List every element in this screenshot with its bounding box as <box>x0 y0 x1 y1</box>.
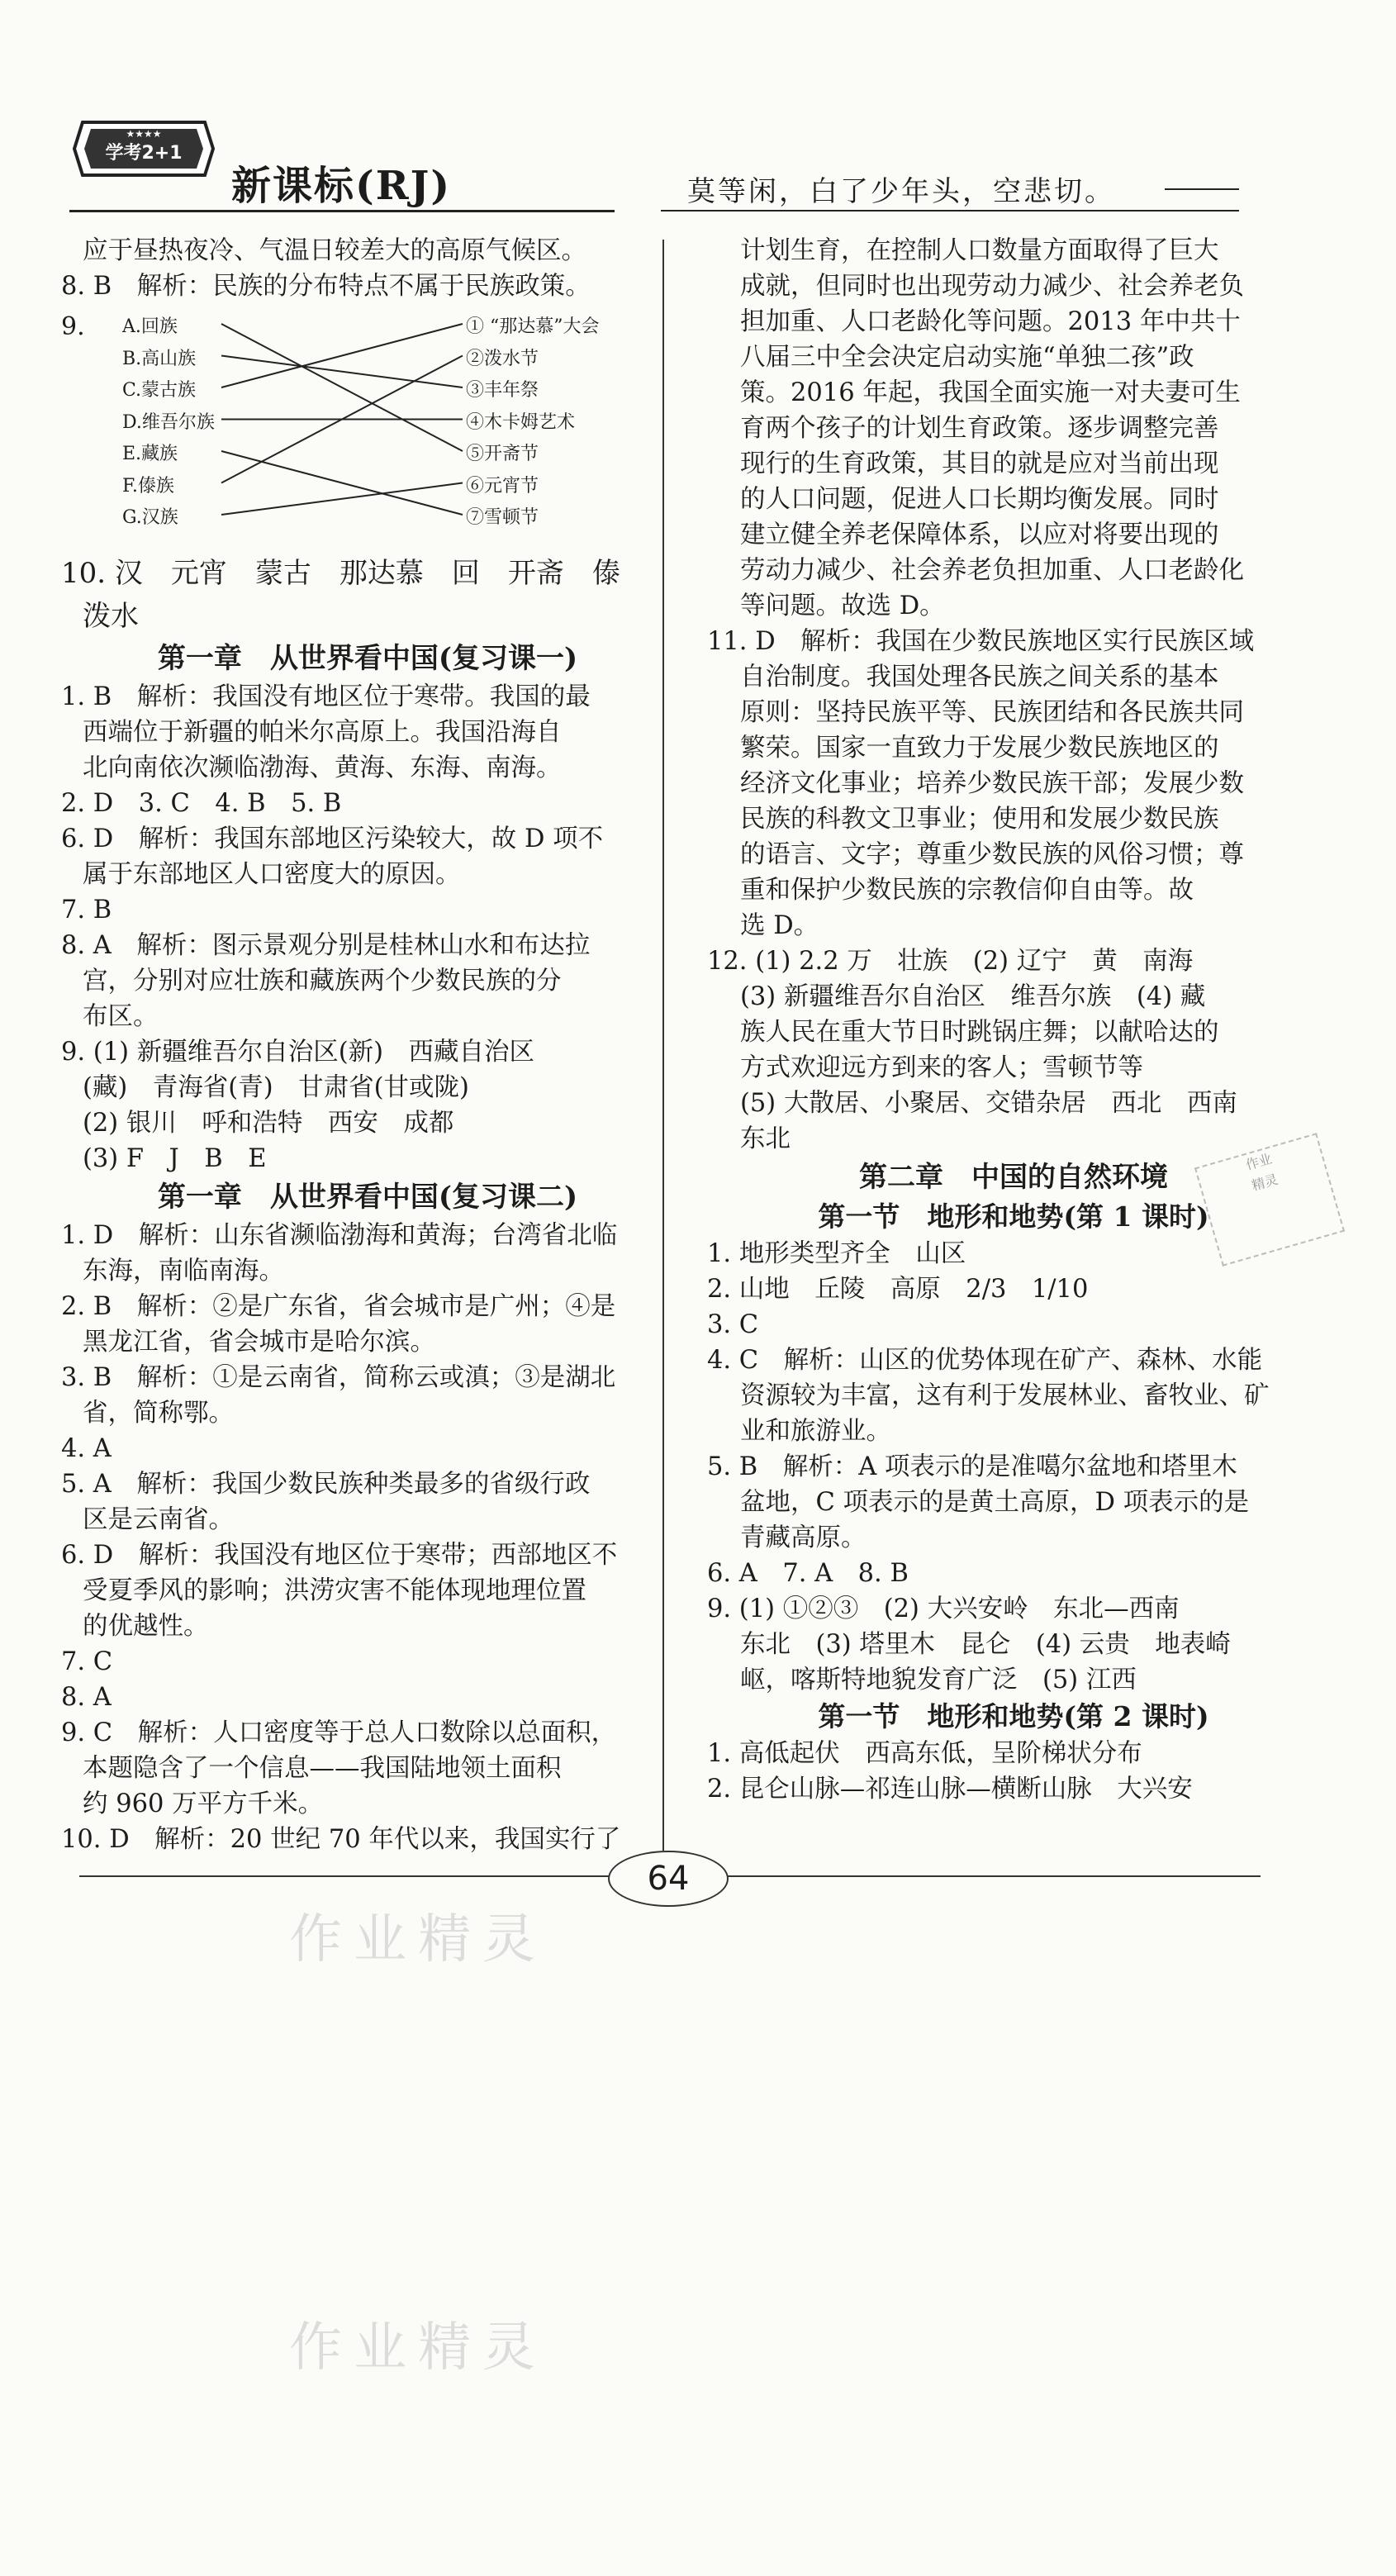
answer-line: 本题隐含了一个信息——我国陆地领土面积 <box>83 1754 562 1783</box>
answer-line: 8. B 解析：民族的分布特点不属于民族政策。 <box>61 272 591 301</box>
answer-line: 民族的科教文卫事业；使用和发展少数民族 <box>740 805 1219 834</box>
answer-line: 应于昼热夜冷、气温日较差大的高原气候区。 <box>83 236 586 265</box>
answer-line: (藏) 青海省(青) 甘肃省(甘或陇) <box>83 1073 469 1102</box>
brand-logo <box>71 114 216 183</box>
matching-link-line <box>221 324 463 451</box>
matching-right-item: ④木卡姆艺术 <box>466 411 576 433</box>
header-rule-top-right <box>1165 188 1239 190</box>
header-motto: 莫等闲，白了少年头，空悲切。 <box>687 175 1115 208</box>
answer-line: 省，简称鄂。 <box>83 1399 234 1428</box>
answer-line: 9. (1) ①②③ (2) 大兴安岭 东北—西南 <box>707 1595 1180 1623</box>
answer-line: 5. A 解析：我国少数民族种类最多的省级行政 <box>61 1470 591 1499</box>
header-rule-left <box>69 210 615 212</box>
answer-line: 布区。 <box>83 1002 159 1031</box>
matching-left-item: G.汉族 <box>122 507 178 528</box>
section-heading: 第一章 从世界看中国(复习课一) <box>157 642 578 675</box>
answer-line: 现行的生育政策，其目的就是应对当前出现 <box>740 449 1219 478</box>
answer-line: 6. D 解析：我国东部地区污染较大，故 D 项不 <box>61 825 604 853</box>
answer-line: 2. D 3. C 4. B 5. B <box>61 789 342 818</box>
page-number: 64 <box>608 1851 729 1907</box>
answer-line: (3) F J B E <box>83 1144 267 1173</box>
section-heading: 第一章 从世界看中国(复习课二) <box>157 1181 578 1214</box>
answer-line: 10. 汉 元宵 蒙古 那达慕 回 开斋 傣 <box>61 557 620 590</box>
answer-line: 业和旅游业。 <box>740 1417 891 1446</box>
answer-line: 2. 昆仑山脉—祁连山脉—横断山脉 大兴安 <box>707 1775 1193 1804</box>
matching-right-item: ⑥元宵节 <box>466 475 539 497</box>
answer-line: 区是云南省。 <box>83 1505 234 1534</box>
answer-line: 的优越性。 <box>83 1612 209 1641</box>
answer-line: 受夏季风的影响；洪涝灾害不能体现地理位置 <box>83 1576 586 1605</box>
answer-line: 黑龙江省，省会城市是哈尔滨。 <box>83 1328 435 1357</box>
answer-line: (3) 新疆维吾尔自治区 维吾尔族 (4) 藏 <box>740 982 1206 1011</box>
matching-right-item: ②泼水节 <box>466 348 539 369</box>
answer-line: 东北 (3) 塔里木 昆仑 (4) 云贵 地表崎 <box>740 1630 1231 1659</box>
svg-text:★★★★: ★★★★ <box>126 128 162 140</box>
matching-link-line <box>221 451 463 515</box>
answer-line: 9. (1) 新疆维吾尔自治区(新) 西藏自治区 <box>61 1038 534 1067</box>
answer-line: 自治制度。我国处理各民族之间关系的基本 <box>740 663 1219 692</box>
answer-line: 选 D。 <box>740 911 819 940</box>
answer-line: 八届三中全会决定启动实施“单独二孩”政 <box>740 343 1194 372</box>
answer-line: 成就，但同时也出现劳动力减少、社会养老负 <box>740 272 1244 301</box>
watermark: 作业精灵 <box>289 1909 547 1970</box>
answer-line: 族人民在重大节日时跳锅庄舞；以献哈达的 <box>740 1018 1219 1047</box>
answer-line: 育两个孩子的计划生育政策。逐步调整完善 <box>740 414 1219 443</box>
answer-line: 3. C <box>707 1310 759 1339</box>
answer-line: (5) 大散居、小聚居、交错杂居 西北 西南 <box>740 1089 1237 1118</box>
answer-line: 岖，喀斯特地貌发育广泛 (5) 江西 <box>740 1666 1137 1694</box>
answer-line: 劳动力减少、社会养老负担加重、人口老龄化 <box>740 556 1244 585</box>
answer-line: 东海，南临南海。 <box>83 1257 284 1286</box>
answer-line: 2. 山地 丘陵 高原 2/3 1/10 <box>707 1275 1089 1304</box>
matching-left-item: B.高山族 <box>122 348 197 369</box>
answer-line: 8. A 解析：图示景观分别是桂林山水和布达拉 <box>61 931 591 960</box>
matching-left-item: F.傣族 <box>122 475 174 497</box>
answer-line: 属于东部地区人口密度大的原因。 <box>83 860 461 889</box>
answer-line: 繁荣。国家一直致力于发展少数民族地区的 <box>740 734 1219 763</box>
matching-question <box>61 304 674 552</box>
matching-right-item: ⑤开斋节 <box>466 444 539 464</box>
answer-line: 原则：坚持民族平等、民族团结和各民族共同 <box>740 698 1244 727</box>
answer-line: 4. C 解析：山区的优势体现在矿产、森林、水能 <box>707 1346 1263 1375</box>
answer-line: 6. D 解析：我国没有地区位于寒带；西部地区不 <box>61 1541 618 1570</box>
answer-line: 宫，分别对应壮族和藏族两个少数民族的分 <box>83 967 562 996</box>
header-rule-right <box>661 210 1239 211</box>
matching-right-item: ③丰年祭 <box>466 380 539 401</box>
matching-left-item: D.维吾尔族 <box>122 411 215 433</box>
matching-number: 9. <box>61 312 85 341</box>
section-heading: 第一节 地形和地势(第 1 课时) <box>818 1200 1209 1233</box>
matching-left-item: C.蒙古族 <box>122 380 197 401</box>
answer-line: 担加重、人口老龄化等问题。2013 年中共十 <box>740 307 1241 336</box>
stamp-line: 精灵 <box>1250 1171 1280 1194</box>
answer-line: (2) 银川 呼和浩特 西安 成都 <box>83 1109 454 1138</box>
answer-line: 5. B 解析：A 项表示的是准噶尔盆地和塔里木 <box>707 1452 1237 1481</box>
answer-line: 1. D 解析：山东省濒临渤海和黄海；台湾省北临 <box>61 1221 618 1250</box>
matching-link-line <box>221 483 463 516</box>
answer-line: 东北 <box>740 1124 791 1153</box>
matching-link-line <box>221 324 463 387</box>
answer-line: 1. 高低起伏 西高东低，呈阶梯状分布 <box>707 1739 1142 1768</box>
matching-left-item: A.回族 <box>122 316 178 337</box>
left-column <box>61 233 674 1857</box>
answer-line: 10. D 解析：20 世纪 70 年代以来，我国实行了 <box>61 1825 621 1854</box>
matching-right-item: ① “那达慕”大会 <box>466 316 600 337</box>
answer-line: 的语言、文字；尊重少数民族的风俗习惯；尊 <box>740 840 1244 869</box>
answer-line: 7. B <box>61 896 112 924</box>
answer-line: 西端位于新疆的帕米尔高原上。我国沿海自 <box>83 718 562 747</box>
answer-line: 盆地，C 项表示的是黄土高原，D 项表示的是 <box>740 1488 1250 1517</box>
logo-text: 学考2+1 <box>105 143 183 164</box>
answer-line: 资源较为丰富，这有利于发展林业、畜牧业、矿 <box>740 1381 1270 1410</box>
answer-line: 7. C <box>61 1647 113 1676</box>
matching-link-line <box>221 356 463 388</box>
answer-line: 等问题。故选 D。 <box>740 592 945 620</box>
section-heading: 第二章 中国的自然环境 <box>859 1161 1168 1194</box>
answer-line: 4. A <box>61 1434 112 1463</box>
answer-line: 9. C 解析：人口密度等于总人口数除以总面积， <box>61 1718 617 1747</box>
answer-line: 建立健全养老保障体系，以应对将要出现的 <box>740 520 1219 549</box>
answer-line: 计划生育，在控制人口数量方面取得了巨大 <box>740 236 1219 265</box>
answer-line: 1. 地形类型齐全 山区 <box>707 1239 966 1268</box>
answer-line: 重和保护少数民族的宗教信仰自由等。故 <box>740 876 1194 905</box>
answer-line: 青藏高原。 <box>740 1523 867 1552</box>
answer-line: 约 960 万平方千米。 <box>83 1789 324 1818</box>
answer-line: 6. A 7. A 8. B <box>707 1559 909 1588</box>
matching-right-item: ⑦雪顿节 <box>466 507 539 528</box>
answer-line: 1. B 解析：我国没有地区位于寒带。我国的最 <box>61 682 591 711</box>
answer-line: 8. A <box>61 1683 112 1712</box>
answer-line: 方式欢迎远方到来的客人；雪顿节等 <box>740 1053 1143 1082</box>
matching-left-item: E.藏族 <box>122 444 178 464</box>
section-heading: 第一节 地形和地势(第 2 课时) <box>818 1700 1209 1732</box>
answer-line: 2. B 解析：②是广东省，省会城市是广州；④是 <box>61 1292 616 1321</box>
answer-line: 北向南依次濒临渤海、黄海、东海、南海。 <box>83 753 562 782</box>
answer-line: 3. B 解析：①是云南省，简称云或滇；③是湖北 <box>61 1363 616 1392</box>
answer-line: 11. D 解析：我国在少数民族地区实行民族区域 <box>707 627 1255 656</box>
answer-line: 12. (1) 2.2 万 壮族 (2) 辽宁 黄 南海 <box>707 947 1194 976</box>
answer-line: 策。2016 年起，我国全面实施一对夫妻可生 <box>740 378 1241 407</box>
watermark: 作业精灵 <box>289 2317 547 2379</box>
answer-line: 的人口问题，促进人口长期均衡发展。同时 <box>740 485 1219 514</box>
answer-line: 经济文化事业；培养少数民族干部；发展少数 <box>740 769 1244 798</box>
right-column <box>707 233 1320 1807</box>
brand-title: 新课标(RJ) <box>231 163 452 209</box>
stamp-line: 作业 <box>1243 1150 1274 1173</box>
answer-line: 泼水 <box>83 600 139 633</box>
